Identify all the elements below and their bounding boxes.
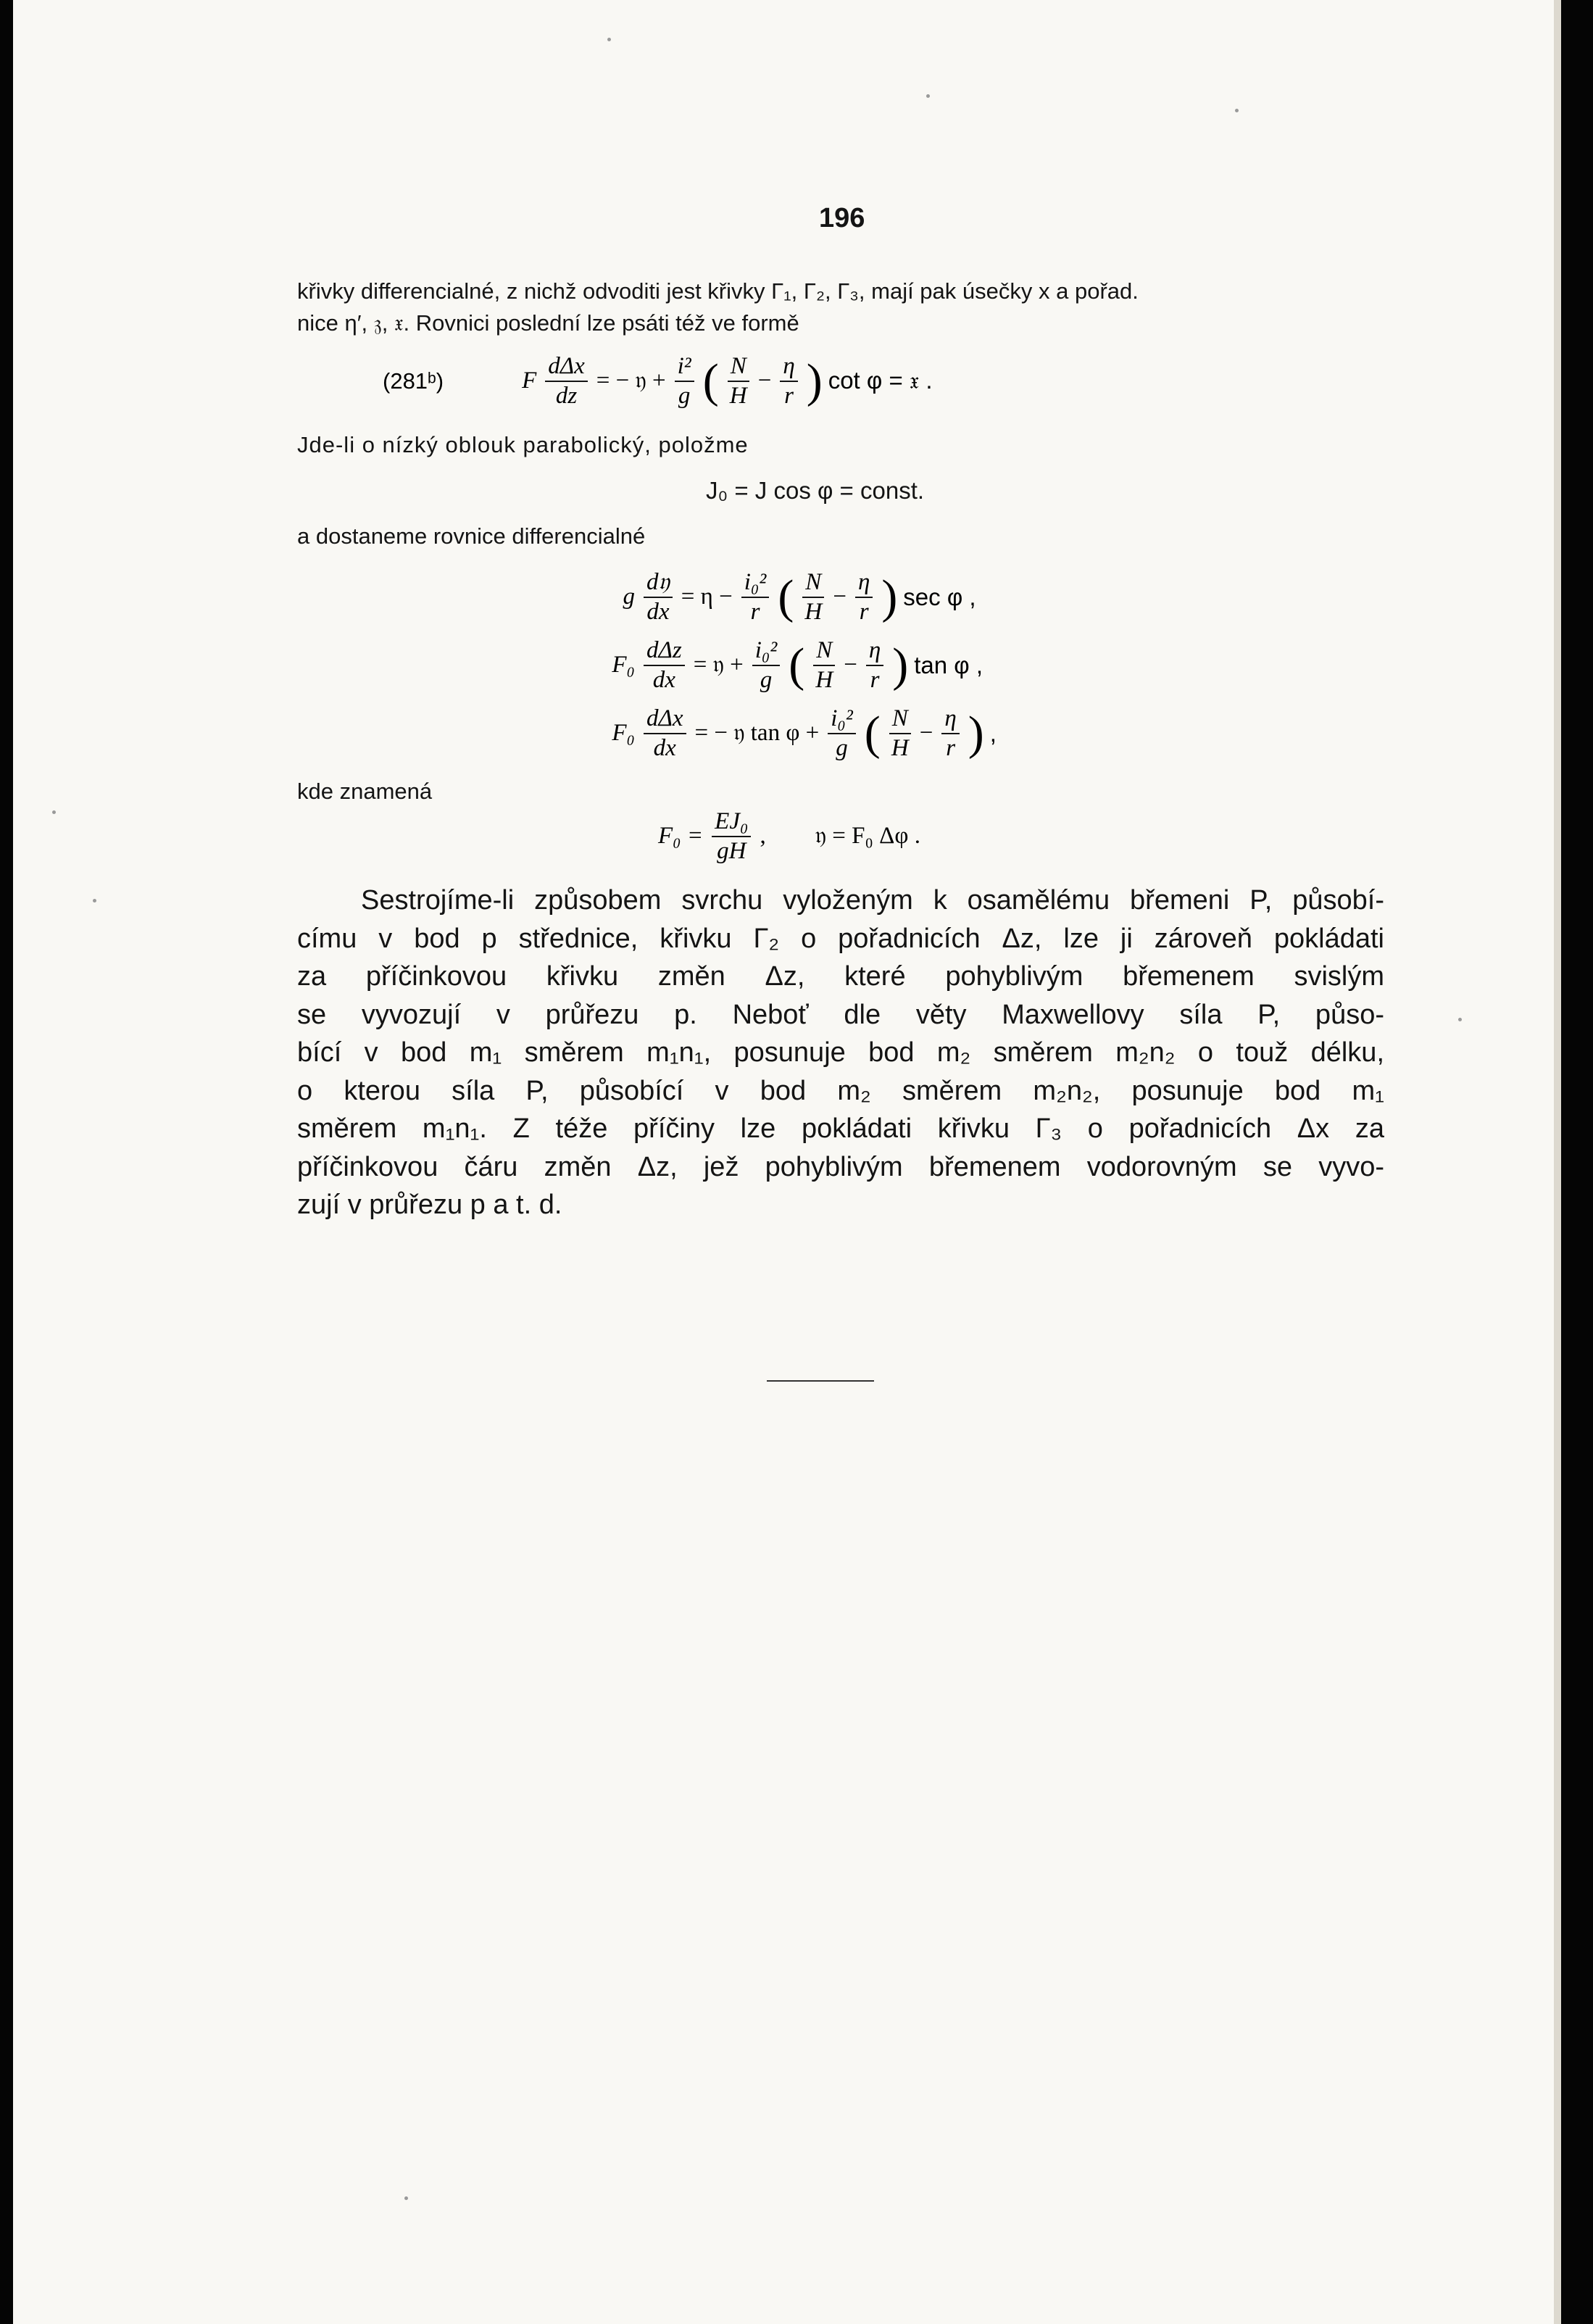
then-text: a dostaneme rovnice differencialné [297, 523, 646, 549]
paragraph-line: címu v bod p střednice, křivku Γ₂ o pořadnicích Δz, lze ji zároveň pokládati [297, 923, 1384, 954]
eq-term: cot φ = 𝔵 . [828, 367, 933, 394]
paragraph-line: směrem m₁n₁. Z téže příčiny lze pokládati křivku Γ₃ o pořadnicích Δx za [297, 1113, 1384, 1144]
paragraph-line: Sestrojíme-li způsobem svrchu vyloženým k osamělému břemeni P, působí- [361, 885, 1384, 916]
eq-fraction: $\frac{\eta}{r}$ [780, 354, 797, 408]
paragraph-line: o kterou síla P, působící v bod m₂ směrem m₂n₂, posunuje bod m₁ [297, 1075, 1384, 1106]
eq-fraction: $\frac{\text{dΔx}}{dz}$ [545, 354, 588, 408]
scan-speck [1458, 1018, 1462, 1021]
scan-speck [52, 810, 56, 814]
intro-line-2: nice η′, 𝔷, 𝔵. Rovnici poslední lze psáti též ve formě [297, 310, 799, 336]
scan-speck [926, 94, 930, 98]
scan-speck [93, 899, 96, 902]
def-fraction: $\frac{\text{EJ₀}}{gH}$ [712, 809, 751, 863]
diff-equation-2: F₀ $\frac{\text{dΔz}}{dx}$ = 𝔶 + $\frac{\text{i₀²}}{g}$ ( $\frac{N}{H}$ − $\frac{\eta}{r}$ ) tan φ , [612, 637, 983, 693]
paragraph-line: zují v průřezu p a t. d. [297, 1190, 562, 1220]
page-edge-shadow [1554, 0, 1561, 2324]
paragraph-line: bící v bod m₁ směrem m₁n₁, posunuje bod m₂ směrem m₂n₂ o touž délku, [297, 1037, 1384, 1068]
diff-equation-1: g $\frac{\text{d𝔶}}{dx}$ = η − $\frac{\text{i₀²}}{r}$ ( $\frac{N}{H}$ − $\frac{\eta}{r}$ ) sec φ , [623, 569, 976, 625]
scan-speck [607, 38, 611, 41]
eq-term: = − 𝔶 + [596, 368, 666, 394]
page-number: 196 [819, 203, 865, 233]
paragraph-line: za příčinkovou křivku změn Δz, které pohyblivým břemenem svislým [297, 961, 1384, 992]
diff-equation-3: F₀ $\frac{\text{dΔx}}{dx}$ = − 𝔶 tan φ + $\frac{\text{i₀²}}{g}$ ( $\frac{N}{H}$ − $\frac{\eta}{r}$ ) , [612, 705, 997, 761]
equation-label: (281ᵇ) [383, 368, 444, 394]
def-y: 𝔶 = F₀ Δφ . [815, 823, 920, 850]
def-f: F₀ = [658, 823, 704, 850]
scan-speck [1235, 109, 1239, 112]
eq-fraction: $\frac{\text{i²}}{g}$ [675, 354, 694, 408]
where-label: kde znamená [297, 779, 433, 804]
low-arch-text: Jde-li o nízký oblouk parabolický, položme [297, 432, 749, 457]
paragraph-line: se vyvozují v průřezu p. Neboť dle věty Maxwellovy síla P, půso- [297, 999, 1384, 1030]
eq-fraction: $\frac{N}{H}$ [728, 354, 749, 408]
end-rule [767, 1380, 874, 1382]
intro-line-1: křivky differencialné, z nichž odvoditi jest křivky Γ₁, Γ₂, Γ₃, mají pak úsečky x a pořad. [297, 278, 1139, 304]
main-paragraph [297, 881, 1384, 1224]
definitions: F₀ = $\frac{\text{EJ₀}}{gH}$ , 𝔶 = F₀ Δφ . [658, 808, 920, 864]
const-equation: J₀ = J cos φ = const. [706, 477, 925, 504]
eq-coef: F [522, 368, 537, 394]
scan-speck [404, 2196, 408, 2200]
equation-281b: (281ᵇ) F $\frac{\text{dΔx}}{dz}$ = − 𝔶 + $\frac{\text{i²}}{g}$ ( $\frac{N}{H}$ − $\frac{\eta}{r}$ ) cot φ = 𝔵 . [383, 353, 933, 409]
scanned-page [13, 0, 1561, 2324]
paragraph-line: příčinkovou čáru změn Δz, jež pohyblivým břemenem vodorovným se vyvo- [297, 1151, 1384, 1182]
